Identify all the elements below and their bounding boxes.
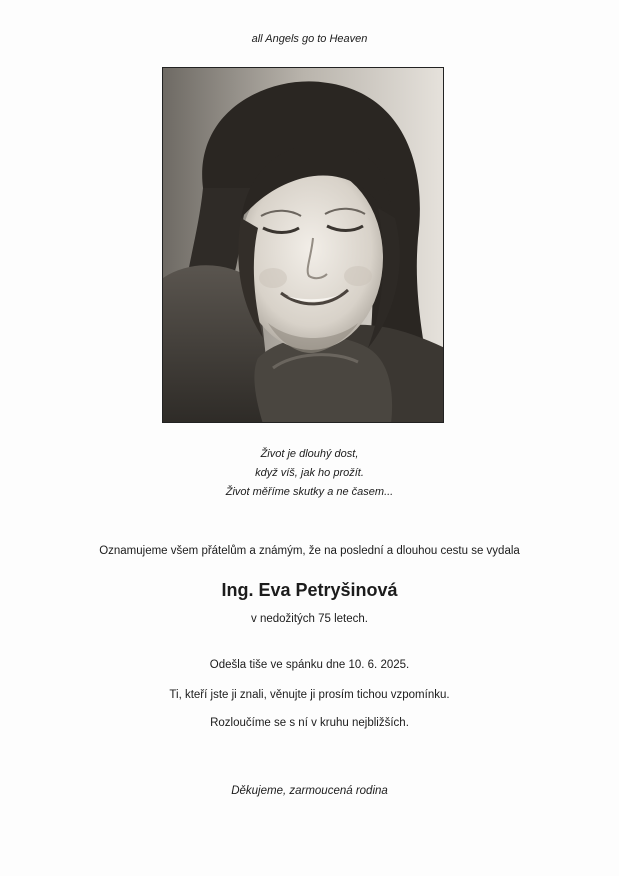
age-text: v nedožitých 75 letech. — [251, 613, 368, 625]
poem — [0, 445, 619, 502]
deceased-name: Ing. Eva Petryšinová — [221, 580, 398, 600]
portrait-photo-icon — [163, 68, 444, 423]
passed-text: Odešla tiše ve spánku dne 10. 6. 2025. — [209, 659, 410, 671]
poem-line: Život je dlouhý dost, — [260, 448, 359, 460]
remember-text: Ti, kteří jste ji znali, věnujte ji prosím tichou vzpomínku. — [169, 689, 450, 701]
portrait-photo — [162, 67, 444, 423]
poem-line: když víš, jak ho prožít. — [255, 467, 364, 479]
announcement-text: Oznamujeme všem přátelům a známým, že na poslední a dlouhou cestu se vydala — [99, 545, 520, 557]
farewell-text: Rozloučíme se s ní v kruhu nejbližších. — [210, 717, 409, 729]
thanks-text: Děkujeme, zarmoucená rodina — [231, 785, 388, 797]
poem-line: Život měříme skutky a ne časem... — [225, 486, 394, 498]
motto-text: all Angels go to Heaven — [251, 33, 368, 45]
